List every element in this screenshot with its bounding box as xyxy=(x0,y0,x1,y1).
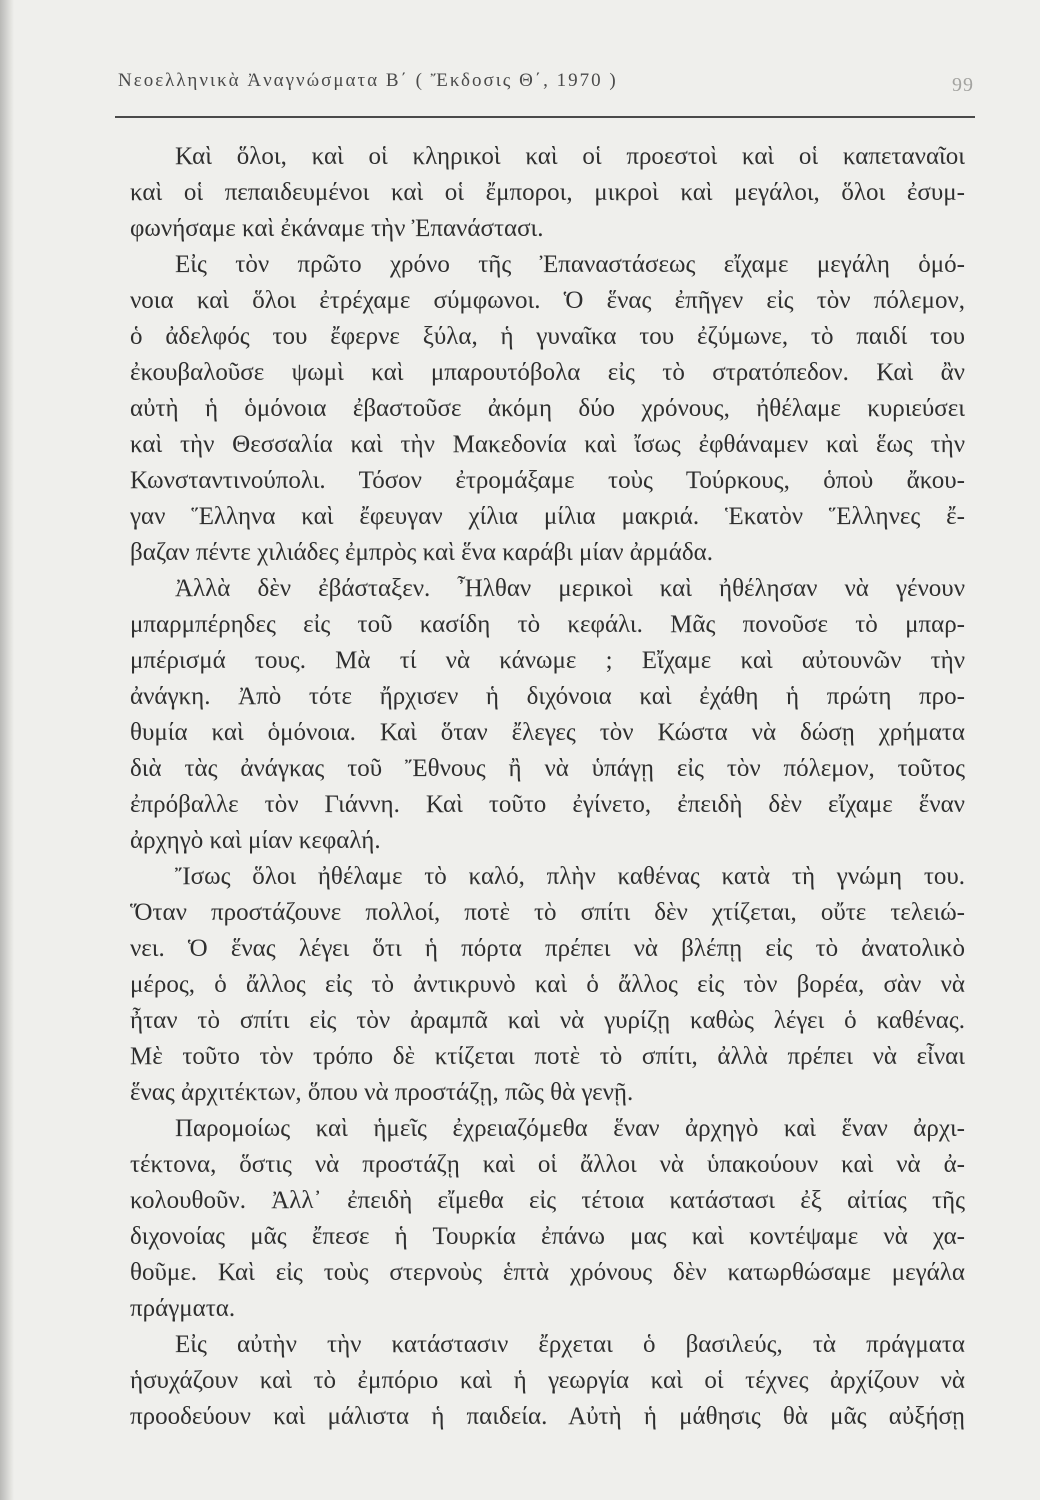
text-line: θοῦμε. Καὶ εἰς τοὺς στερνοὺς ἑπτὰ χρόνους δὲν κατωρθώσαμε μεγάλα xyxy=(130,1259,965,1286)
text-line: ἦταν τὸ σπίτι εἰς τὸν ἀραμπᾶ καὶ νὰ γυρίζῃ καθὼς λέγει ὁ καθένας. xyxy=(130,1007,965,1034)
text-line: θυμία καὶ ὁμόνοια. Καὶ ὅταν ἔλεγες τὸν Κώστα νὰ δώσῃ χρήματα xyxy=(130,719,965,746)
text-line: ἡσυχάζουν καὶ τὸ ἐμπόριο καὶ ἡ γεωργία καὶ οἱ τέχνες ἀρχίζουν νὰ xyxy=(130,1367,965,1394)
text-line: Ὅταν προστάζουνε πολλοί, ποτὲ τὸ σπίτι δὲν χτίζεται, οὔτε τελειώ- xyxy=(130,899,965,926)
paragraph xyxy=(130,247,965,571)
scan-edge-shadow xyxy=(0,0,14,1500)
text-line: Εἰς αὐτὴν τὴν κατάστασιν ἔρχεται ὁ βασιλεύς, τὰ πράγματα xyxy=(175,1331,965,1358)
paragraph xyxy=(130,139,965,247)
text-line: καὶ οἱ πεπαιδευμένοι καὶ οἱ ἔμποροι, μικροὶ καὶ μεγάλοι, ὅλοι ἐσυμ- xyxy=(130,179,965,206)
text-line: αὐτὴ ἡ ὁμόνοια ἐβαστοῦσε ἀκόμη δύο χρόνους, ἠθέλαμε κυριεύσει xyxy=(130,395,965,422)
paragraph xyxy=(130,1111,965,1327)
text-line: μπέρισμά τους. Μὰ τί νὰ κάνωμε ; Εἴχαμε καὶ αὐτουνῶν τὴν xyxy=(130,647,965,674)
running-title: Νεοελληνικὰ Ἀναγνώσματα Β΄ ( Ἔκδοσις Θ΄, 1970 ) xyxy=(118,70,618,91)
text-line: καὶ τὴν Θεσσαλία καὶ τὴν Μακεδονία καὶ ἴσως ἐφθάναμεν καὶ ἕως τὴν xyxy=(130,431,965,458)
text-line: προοδεύουν καὶ μάλιστα ἡ παιδεία. Αὐτὴ ἡ μάθησις θὰ μᾶς αὐξήσῃ xyxy=(130,1403,965,1430)
text-line: κολουθοῦν. Ἀλλ᾿ ἐπειδὴ εἴμεθα εἰς τέτοια κατάστασι ἐξ αἰτίας τῆς xyxy=(130,1187,965,1214)
text-line: ἕνας ἀρχιτέκτων, ὅπου νὰ προστάζῃ, πῶς θὰ γενῇ. xyxy=(130,1079,634,1106)
body-text xyxy=(130,139,965,1435)
text-line: διὰ τὰς ἀνάγκας τοῦ Ἔθνους ἢ νὰ ὑπάγῃ εἰς τὸν πόλεμον, τοῦτος xyxy=(130,755,965,782)
text-line: φωνήσαμε καὶ ἐκάναμε τὴν Ἐπανάστασι. xyxy=(130,215,544,242)
paragraph xyxy=(130,571,965,859)
text-line: ὁ ἀδελφός του ἔφερνε ξύλα, ἡ γυναῖκα του ἐζύμωνε, τὸ παιδί του xyxy=(130,323,965,350)
text-line: διχονοίας μᾶς ἔπεσε ἡ Τουρκία ἐπάνω μας καὶ κοντέψαμε νὰ χα- xyxy=(130,1223,965,1250)
running-header xyxy=(118,66,988,100)
text-line: ἐπρόβαλλε τὸν Γιάννη. Καὶ τοῦτο ἐγίνετο, ἐπειδὴ δὲν εἴχαμε ἕναν xyxy=(130,791,965,818)
text-line: ἐκουβαλοῦσε ψωμὶ καὶ μπαρουτόβολα εἰς τὸ στρατόπεδον. Καὶ ἂν xyxy=(130,359,965,386)
text-line: μπαρμπέρηδες εἰς τοῦ κασίδη τὸ κεφάλι. Μᾶς πονοῦσε τὸ μπαρ- xyxy=(130,611,965,638)
text-line: πράγματα. xyxy=(130,1295,236,1322)
text-line: νοια καὶ ὅλοι ἐτρέχαμε σύμφωνοι. Ὁ ἕνας ἐπῆγεν εἰς τὸν πόλεμον, xyxy=(130,287,965,314)
text-line: ἀνάγκη. Ἀπὸ τότε ἤρχισεν ἡ διχόνοια καὶ ἐχάθη ἡ πρώτη προ- xyxy=(130,683,965,710)
text-line: Παρομοίως καὶ ἡμεῖς ἐχρειαζόμεθα ἕναν ἀρχηγὸ καὶ ἕναν ἀρχι- xyxy=(175,1115,965,1142)
text-line: Μὲ τοῦτο τὸν τρόπο δὲ κτίζεται ποτὲ τὸ σπίτι, ἀλλὰ πρέπει νὰ εἶναι xyxy=(130,1043,965,1070)
text-line: Ἴσως ὅλοι ἠθέλαμε τὸ καλό, πλὴν καθένας κατὰ τὴ γνώμη του. xyxy=(175,863,965,890)
paragraph xyxy=(130,1327,965,1435)
text-line: Ἀλλὰ δὲν ἐβάσταξεν. Ἦλθαν μερικοὶ καὶ ἠθέλησαν νὰ γένουν xyxy=(175,575,965,602)
text-line: ἀρχηγὸ καὶ μίαν κεφαλή. xyxy=(130,827,381,854)
text-line: γαν Ἕλληνα καὶ ἔφευγαν χίλια μίλια μακριά. Ἑκατὸν Ἕλληνες ἔ- xyxy=(130,503,965,530)
text-line: νει. Ὁ ἕνας λέγει ὅτι ἡ πόρτα πρέπει νὰ βλέπῃ εἰς τὸ ἀνατολικὸ xyxy=(130,935,965,962)
header-rule xyxy=(115,116,975,118)
page-number: 99 xyxy=(952,74,974,96)
text-line: Καὶ ὅλοι, καὶ οἱ κληρικοὶ καὶ οἱ προεστοὶ καὶ οἱ καπεταναῖοι xyxy=(175,143,965,170)
text-line: βαζαν πέντε χιλιάδες ἐμπρὸς καὶ ἕνα καράβι μίαν ἀρμάδα. xyxy=(130,539,714,566)
text-line: τέκτονα, ὅστις νὰ προστάζῃ καὶ οἱ ἄλλοι νὰ ὑπακούουν καὶ νὰ ἀ- xyxy=(130,1151,965,1178)
text-line: Εἰς τὸν πρῶτο χρόνο τῆς Ἐπαναστάσεως εἴχαμε μεγάλη ὁμό- xyxy=(175,251,965,278)
paragraph xyxy=(130,859,965,1111)
text-line: Κωνσταντινούπολι. Τόσον ἐτρομάξαμε τοὺς Τούρκους, ὁποὺ ἄκου- xyxy=(130,467,965,494)
text-line: μέρος, ὁ ἄλλος εἰς τὸ ἀντικρυνὸ καὶ ὁ ἄλλος εἰς τὸν βορέα, σὰν νὰ xyxy=(130,971,965,998)
